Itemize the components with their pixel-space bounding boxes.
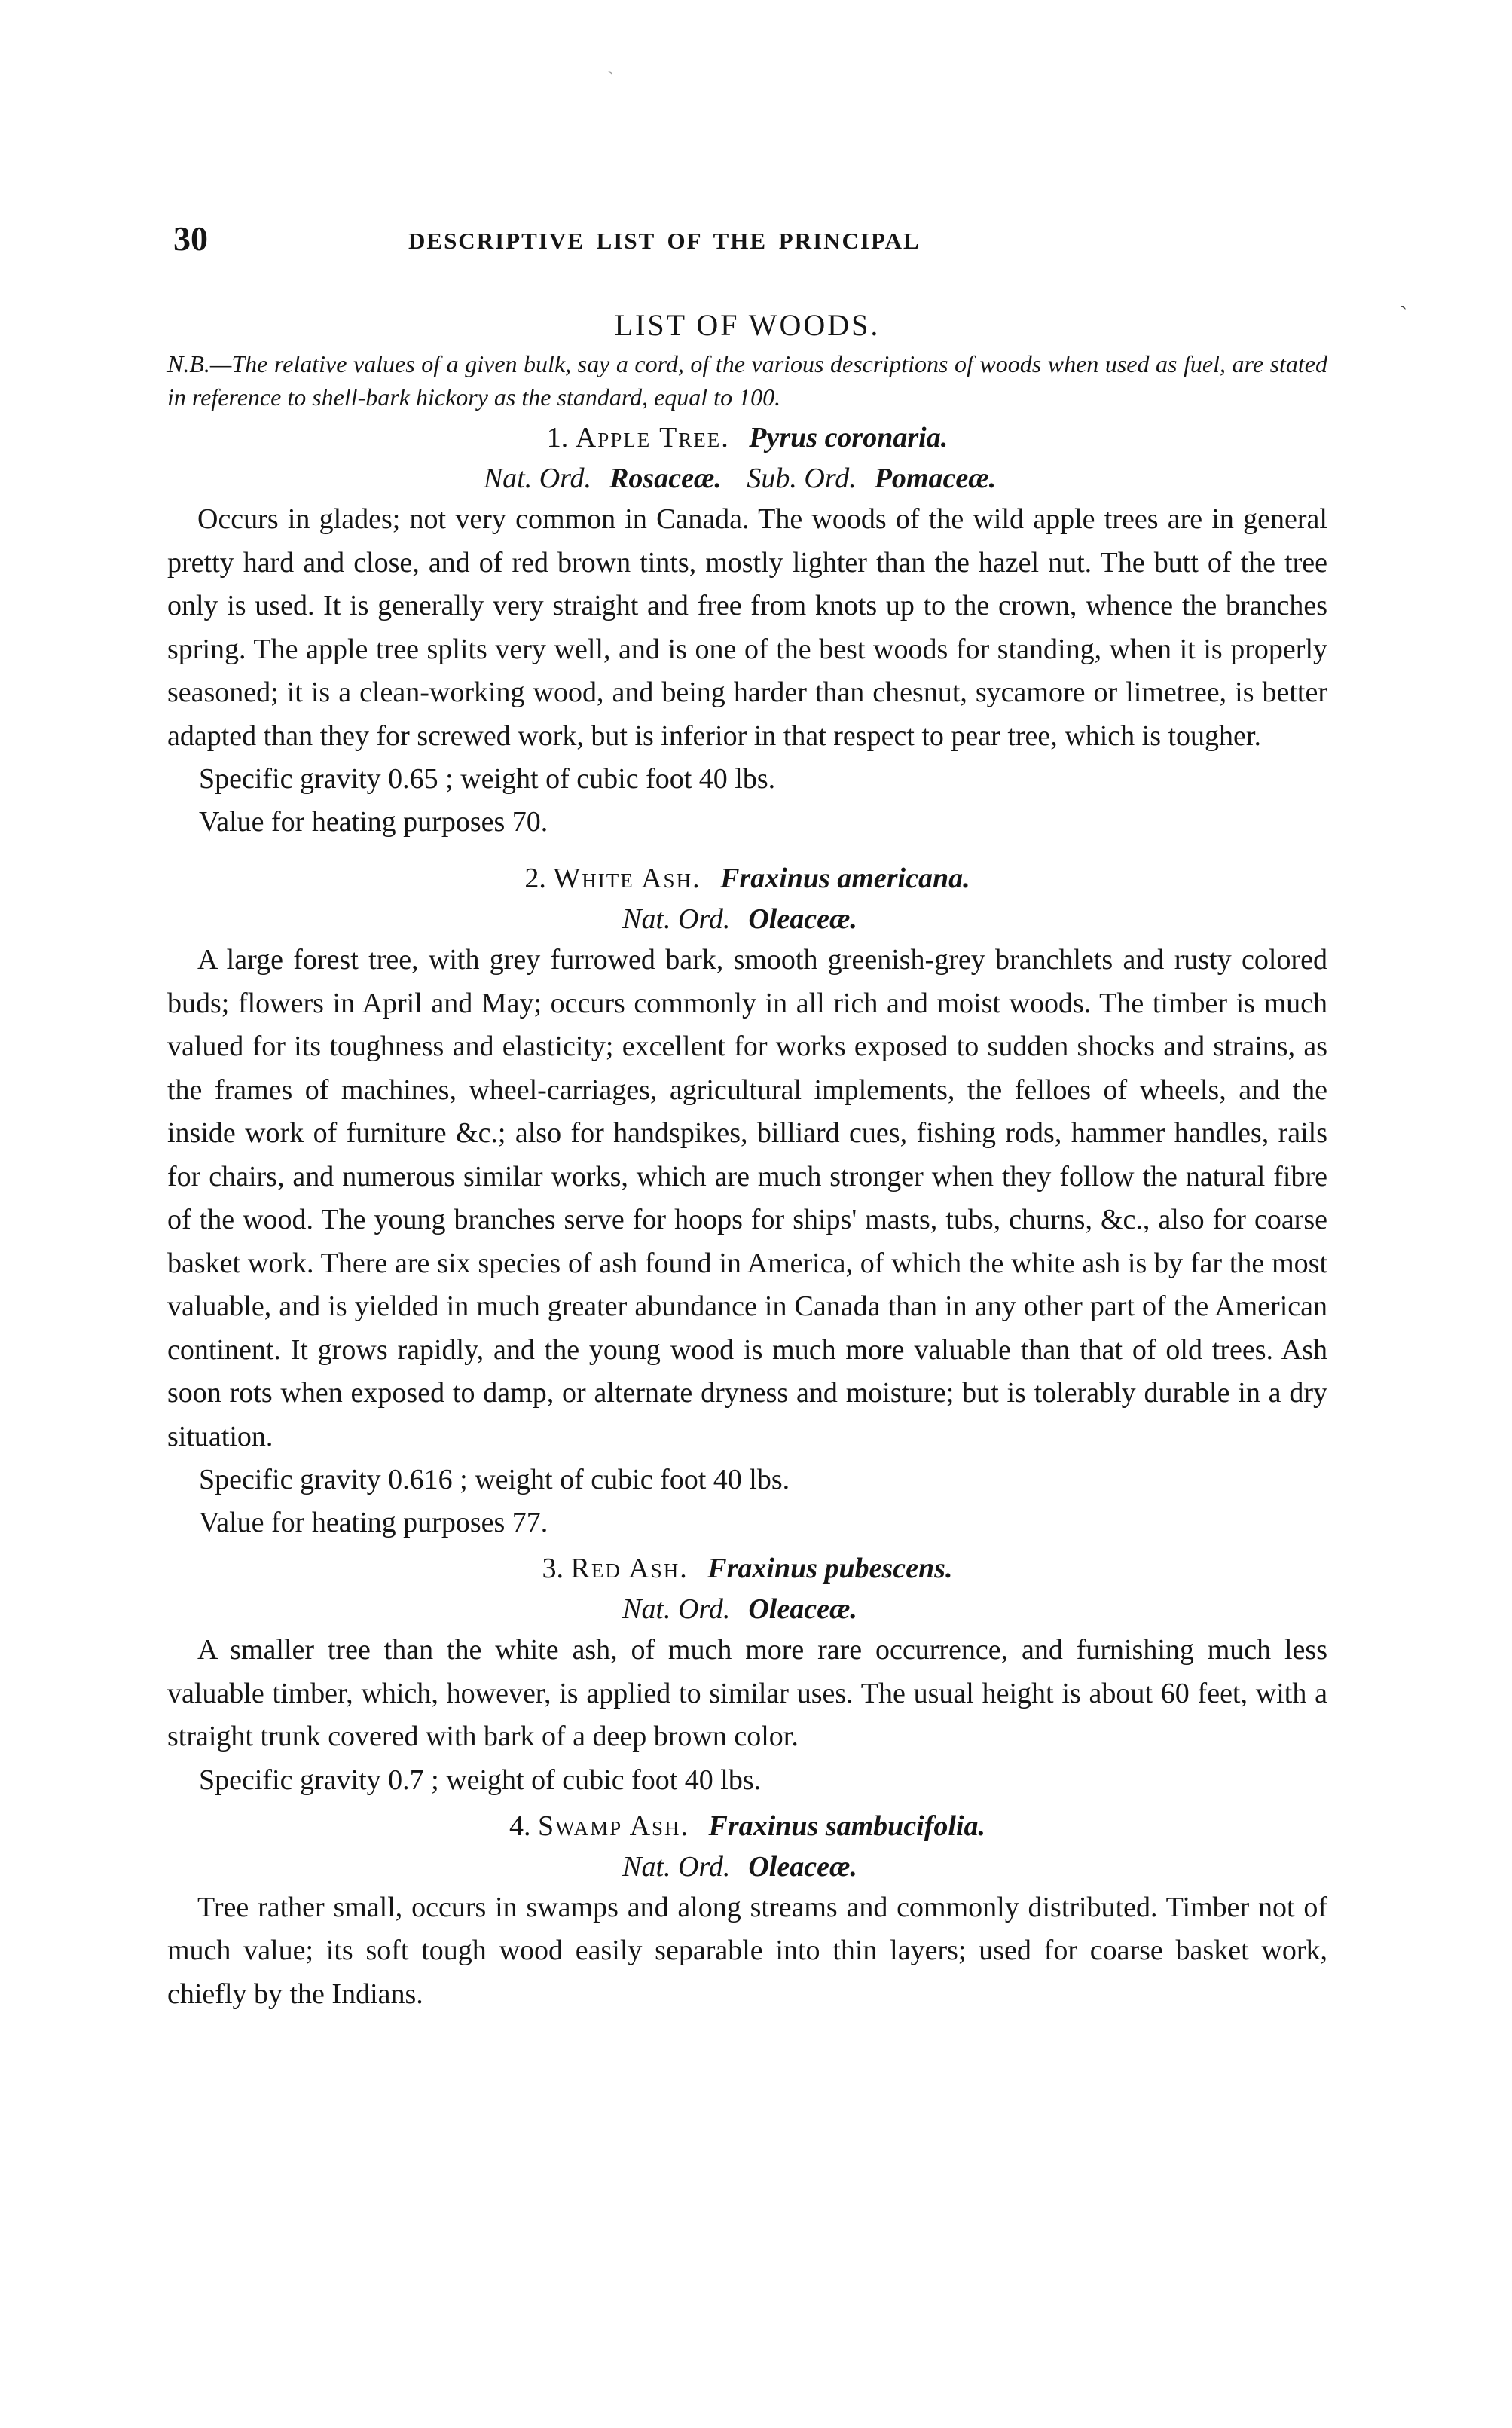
- entry-latin-name: Fraxinus pubescens.: [707, 1553, 953, 1584]
- entry-latin-name: Fraxinus americana.: [720, 863, 970, 894]
- entry-common-name: Swamp Ash.: [538, 1810, 690, 1842]
- entry-heading: [167, 857, 1327, 899]
- text-column: [167, 218, 1327, 2016]
- entry-common-name: Red Ash.: [570, 1553, 689, 1584]
- entry-latin-name: Fraxinus sambucifolia.: [708, 1810, 985, 1842]
- suborder-name: Pomaceæ.: [874, 463, 997, 494]
- order-label: Nat. Ord.: [622, 1593, 731, 1625]
- order-name: Rosaceæ.: [609, 463, 722, 494]
- entry-number: 1.: [546, 422, 569, 454]
- entry-number: 3.: [542, 1553, 564, 1584]
- entry-heading: [167, 1547, 1327, 1590]
- entry-number: 4.: [509, 1810, 531, 1842]
- entry-white-ash: [167, 857, 1327, 1544]
- entry-apple-tree: [167, 417, 1327, 844]
- order-name: Oleaceæ.: [748, 1850, 857, 1883]
- specific-gravity: Specific gravity 0.7 ; weight of cubic foot 40 lbs.: [199, 1764, 762, 1796]
- entry-red-ash: [167, 1547, 1327, 1802]
- entry-common-name: Apple Tree.: [575, 422, 730, 454]
- order-label: Nat. Ord.: [483, 463, 592, 494]
- order-name: Oleaceæ.: [748, 903, 857, 935]
- entry-description: Tree rather small, occurs in swamps and along streams and commonly distributed. Timber not of much value; its soft tough wood easily separable into thin layers; used for coarse basket work, chiefly by the Indians.: [167, 1891, 1327, 2010]
- entry-description: A large forest tree, with grey furrowed bark, smooth greenish-grey branchlets and rusty colored buds; flowers in April and May; occurs commonly in all rich and moist woods. The timber is much valued for its toughness and elasticity; excellent for works exposed to sudden shocks and strains, as the frames of machines, wheel-carriages, agricultural implements, the felloes of wheels, and the inside work of furniture &c.; also for handspikes, billiard cues, fishing rods, hammer handles, rails for chairs, and numerous similar works, which are much stronger when they follow the natural fibre of the wood. The young branches serve for hoops for ships' masts, tubs, churns, &c., also for coarse basket work. There are six species of ash found in America, of which the white ash is by far the most valuable, and is yielded in much greater abundance in Canada than in any other part of the American continent. It grows rapidly, and the young wood is much more valuable than that of old trees. Ash soon rots when exposed to damp, or alternate dryness and moisture; but is tolerably durable in a dry situation.: [167, 944, 1327, 1452]
- heating-value: Value for heating purposes 70.: [199, 806, 548, 838]
- scan-speck: ˋ: [607, 68, 614, 90]
- entry-common-name: White Ash.: [553, 863, 701, 894]
- running-head: DESCRIPTIVE LIST OF THE PRINCIPAL: [408, 228, 921, 254]
- heating-value: Value for heating purposes 77.: [199, 1507, 548, 1538]
- fuel-value-note: N.B.—The relative values of a given bulk, say a cord, of the various descriptions of woods when used as fuel, are stated in reference to shell-bark hickory as the standard, equal to 100.: [167, 350, 1327, 411]
- entry-swamp-ash: [167, 1805, 1327, 2017]
- entry-heading: [167, 1805, 1327, 1847]
- entry-number: 2.: [524, 863, 546, 894]
- entry-description: A smaller tree than the white ash, of much more rare occurrence, and furnishing much less valuable timber, which, however, is applied to similar uses. The usual height is about 60 feet, with a straight trunk covered with bark of a deep brown color.: [167, 1634, 1327, 1752]
- order-label: Nat. Ord.: [622, 903, 731, 935]
- entry-description: Occurs in glades; not very common in Canada. The woods of the wild apple trees are in general pretty hard and close, and of red brown tints, mostly lighter than the hazel nut. The butt of the tree only is used. It is generally very straight and free from knots up to the crown, whence the branches spring. The apple tree splits very well, and is one of the best woods for standing, when it is properly seasoned; it is a clean-working wood, and being harder than chesnut, sycamore or limetree, is better adapted than they for screwed work, but is inferior in that respect to pear tree, which is tougher.: [167, 503, 1327, 752]
- specific-gravity: Specific gravity 0.65 ; weight of cubic foot 40 lbs.: [199, 763, 776, 795]
- order-name: Oleaceæ.: [748, 1593, 857, 1625]
- entry-order-line: [167, 1590, 1327, 1629]
- entry-heading: [167, 417, 1327, 459]
- order-label: Nat. Ord.: [622, 1850, 731, 1883]
- page-number: 30: [173, 219, 208, 258]
- section-title: LIST OF WOODS.: [614, 308, 881, 342]
- scan-mark: ˏ: [1400, 285, 1407, 310]
- suborder-label: Sub. Ord.: [747, 463, 857, 494]
- entry-order-line: [167, 1847, 1327, 1886]
- entry-order-line: [167, 899, 1327, 939]
- entry-latin-name: Pyrus coronaria.: [749, 422, 948, 454]
- entry-order-line: [167, 459, 1327, 498]
- specific-gravity: Specific gravity 0.616 ; weight of cubic foot 40 lbs.: [199, 1464, 790, 1495]
- page-header: [167, 218, 1327, 271]
